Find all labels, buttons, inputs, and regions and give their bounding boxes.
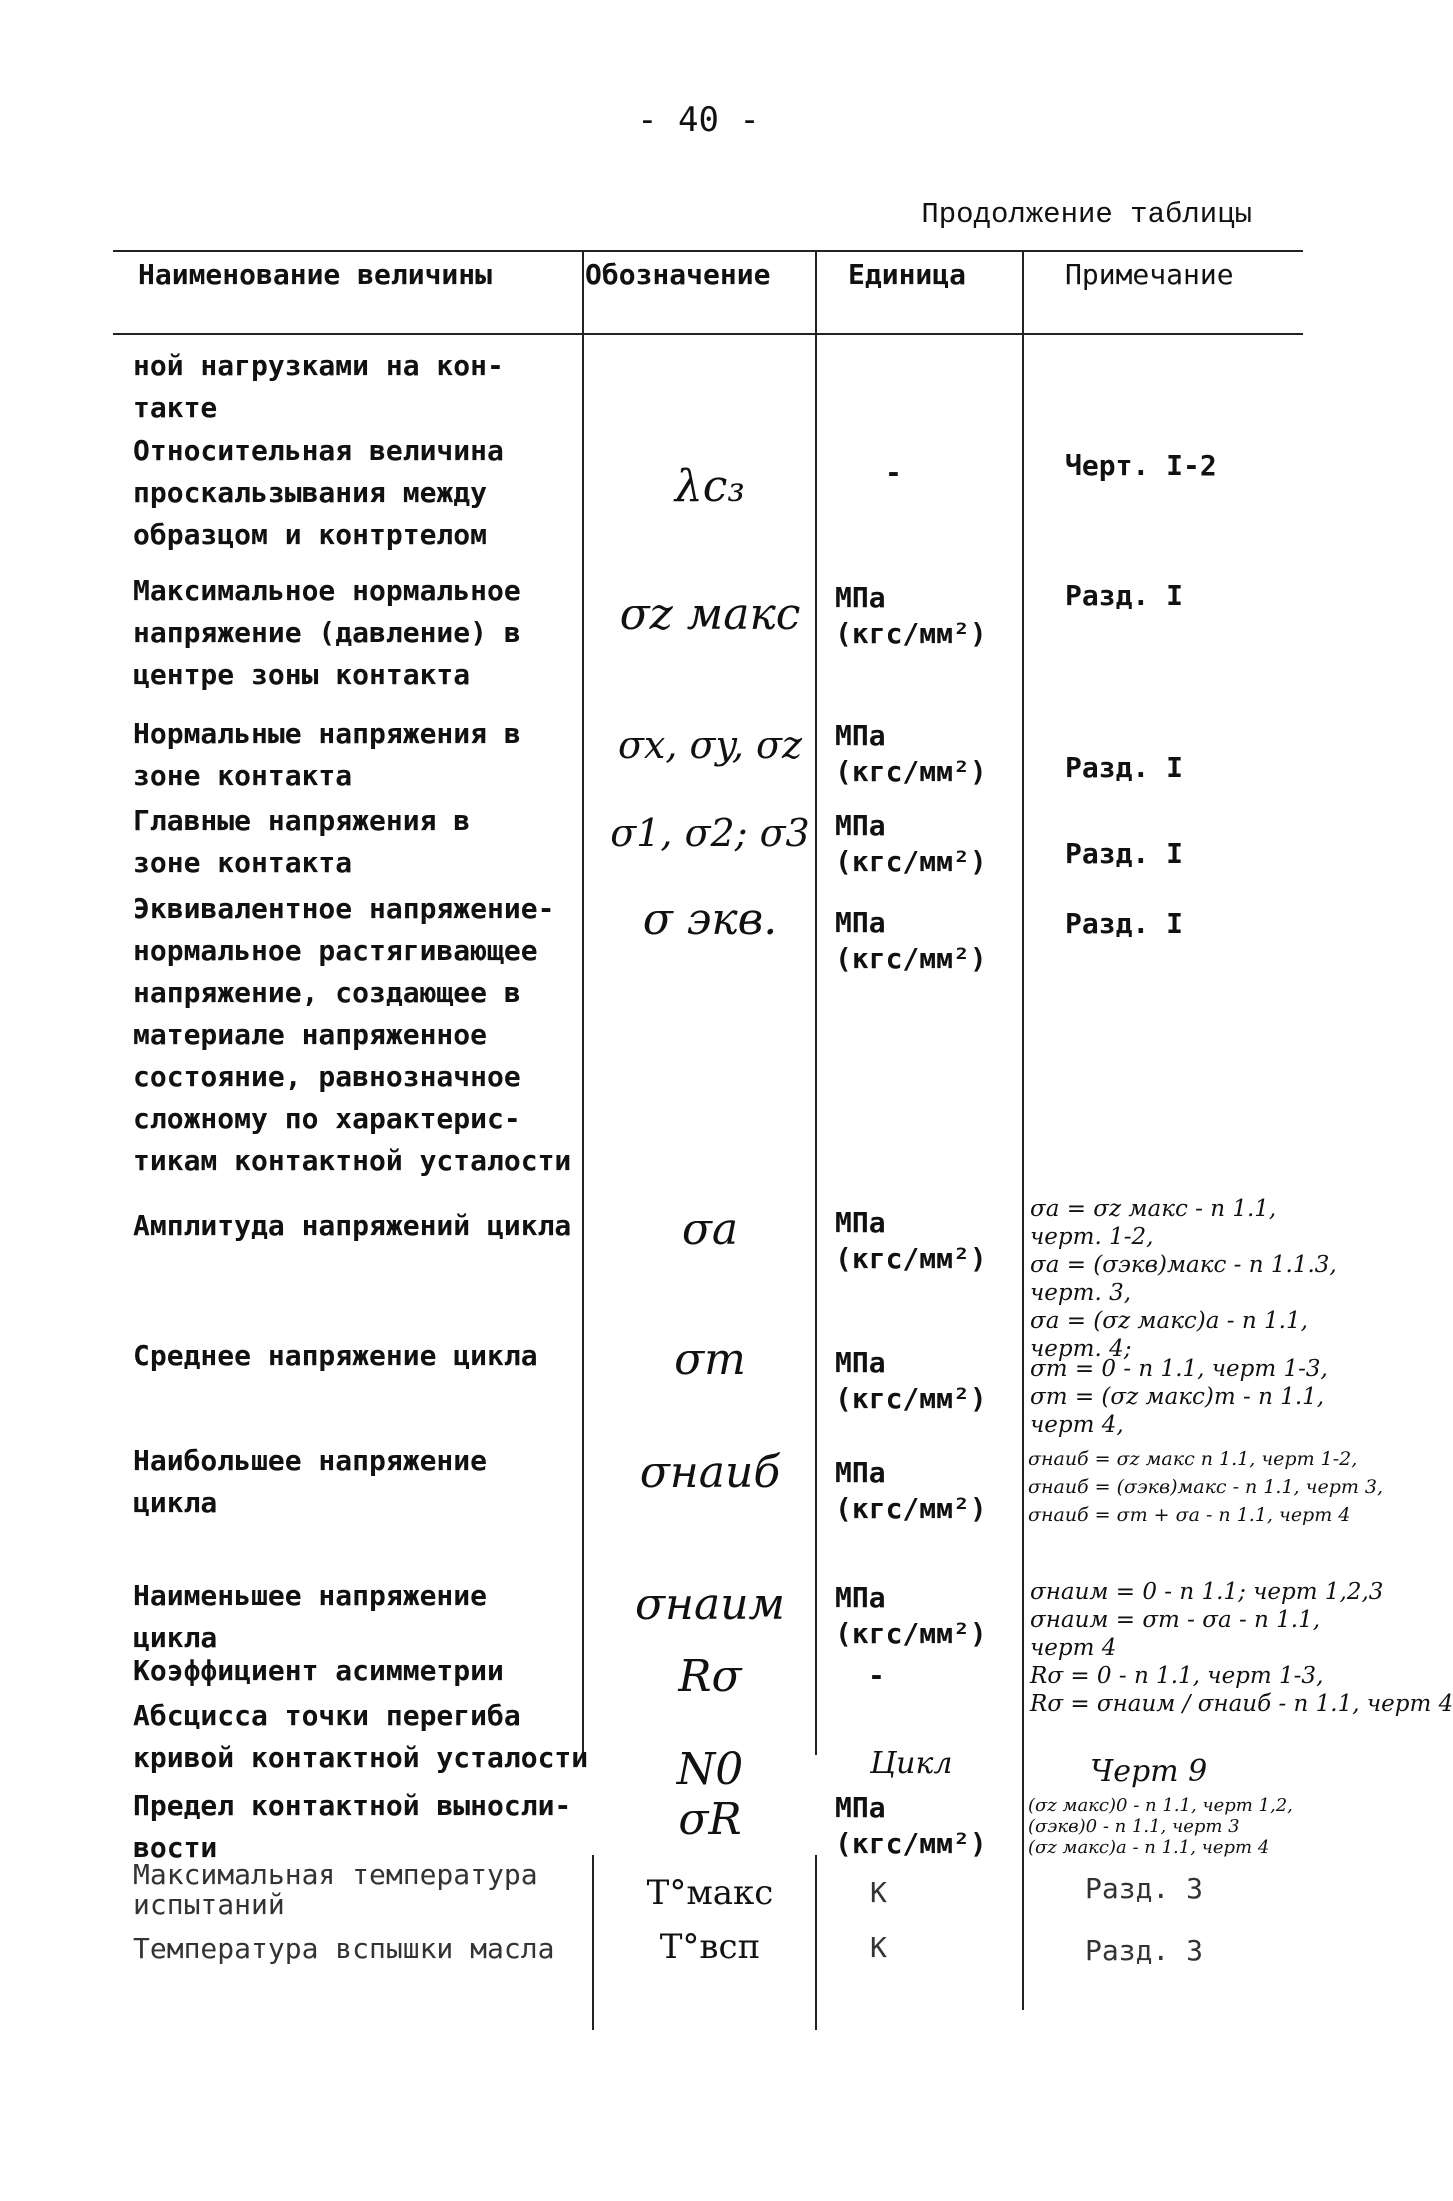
row-symbol: σ экв.: [642, 894, 778, 945]
row-unit: К: [870, 1931, 887, 1964]
row-name: Температура вспышки масла: [133, 1932, 555, 1965]
row-name: Эквивалентное напряжение- нормальное растягивающее напряжение, создающее в материале напряженное состояние, равнозначное сложному по характерис- тикам контактной усталости: [133, 892, 572, 1177]
column-divider-3: [1022, 250, 1024, 2010]
row-unit: МПа (кгс/мм²): [835, 1456, 987, 1525]
row-symbol: σx, σy, σz: [617, 723, 802, 767]
row-symbol: T°всп: [659, 1927, 761, 1967]
row-symbol: T°макс: [646, 1873, 774, 1913]
table-top-border: [113, 250, 1303, 252]
header-unit: Единица: [848, 258, 967, 291]
row-unit: МПа (кгс/мм²): [835, 719, 987, 788]
row-unit: МПа (кгс/мм²): [835, 1206, 987, 1275]
row-symbol: σm: [674, 1334, 746, 1385]
row-name: Абсцисса точки перегиба кривой контактной усталости: [133, 1699, 589, 1774]
row-name: Нормальные напряжения в зоне контакта: [133, 717, 521, 792]
row-note: σнаиб = σz макс п 1.1, черт 1-2, σнаиб = (σэкв)макс - п 1.1, черт 3, σнаиб = σm + σa - п 1.1, черт 4: [1028, 1448, 1384, 1526]
row-note: (σz макс)0 - п 1.1, черт 1,2, (σэкв)0 - п 1.1, черт 3 (σz макс)a - п 1.1, черт 4: [1028, 1795, 1293, 1858]
page-number: - 40 -: [637, 100, 760, 140]
row-symbol: σнаим: [634, 1579, 786, 1630]
column-divider-1: [582, 250, 584, 1755]
row-note: Разд. I: [1065, 907, 1184, 940]
row-name: Максимальная температура испытаний: [133, 1858, 538, 1921]
row-unit: МПа (кгс/мм²): [835, 906, 987, 975]
column-divider-2-lower: [815, 1855, 817, 2030]
row-note: Разд. 3: [1085, 1934, 1204, 1967]
row-note: Черт. I-2: [1065, 449, 1217, 482]
row-note: σm = 0 - п 1.1, черт 1-3, σm = (σz макс)m - п 1.1, черт 4,: [1030, 1356, 1328, 1438]
row-note: Разд. 3: [1085, 1872, 1204, 1905]
header-name: Наименование величины: [138, 258, 493, 291]
row-name: Амплитуда напряжений цикла: [133, 1209, 572, 1242]
row-symbol: σнаиб: [639, 1447, 781, 1498]
row-unit: МПа (кгс/мм²): [835, 1581, 987, 1650]
row-name: ной нагрузками на кон- такте: [133, 349, 504, 424]
row-symbol: σz макс: [619, 589, 801, 640]
row-symbol: N0: [676, 1744, 744, 1795]
row-name: Коэффициент асимметрии: [133, 1654, 504, 1687]
row-symbol: σa: [681, 1204, 739, 1255]
row-unit: Цикл: [870, 1746, 953, 1781]
row-name: Предел контактной выносли- вости: [133, 1789, 572, 1864]
table-continuation-label: Продолжение таблицы: [921, 198, 1252, 231]
row-note: σнаим = 0 - п 1.1; черт 1,2,3 σнаим = σm - σa - п 1.1, черт 4: [1030, 1579, 1384, 1661]
row-note: Rσ = 0 - п 1.1, черт 1-3, Rσ = σнаим / σнаиб - п 1.1, черт 4: [1030, 1663, 1453, 1717]
row-note: Черт 9: [1090, 1754, 1208, 1789]
row-symbol: σR: [678, 1794, 742, 1845]
column-divider-1-lower: [592, 1855, 594, 2030]
row-name: Наибольшее напряжение цикла: [133, 1444, 488, 1519]
row-note: Разд. I: [1065, 579, 1184, 612]
header-symbol: Обозначение: [585, 258, 771, 291]
row-name: Среднее напряжение цикла: [133, 1339, 538, 1372]
row-name: Главные напряжения в зоне контакта: [133, 804, 471, 879]
row-unit: МПа (кгс/мм²): [835, 809, 987, 878]
row-symbol: λc₃: [674, 461, 746, 512]
row-symbol: Rσ: [678, 1651, 742, 1702]
row-note: σa = σz макс - п 1.1, черт. 1-2, σa = (σэкв)макс - п 1.1.3, черт. 3, σa = (σz макс)a - п 1.1, черт. 4;: [1030, 1196, 1337, 1362]
row-unit: МПа (кгс/мм²): [835, 581, 987, 650]
table-header-bottom-border: [113, 333, 1303, 335]
header-note: Примечание: [1065, 258, 1234, 291]
row-name: Максимальное нормальное напряжение (давление) в центре зоны контакта: [133, 574, 521, 691]
row-symbol: σ1, σ2; σ3: [610, 811, 810, 855]
row-unit: МПа (кгс/мм²): [835, 1791, 987, 1860]
row-name: Наименьшее напряжение цикла: [133, 1579, 488, 1654]
row-unit: -: [885, 456, 902, 489]
row-note: Разд. I: [1065, 837, 1184, 870]
row-name: Относительная величина проскальзывания между образцом и контртелом: [133, 434, 504, 551]
row-unit: К: [870, 1876, 887, 1909]
row-note: Разд. I: [1065, 751, 1184, 784]
row-unit: МПа (кгс/мм²): [835, 1346, 987, 1415]
row-unit: -: [868, 1659, 885, 1692]
